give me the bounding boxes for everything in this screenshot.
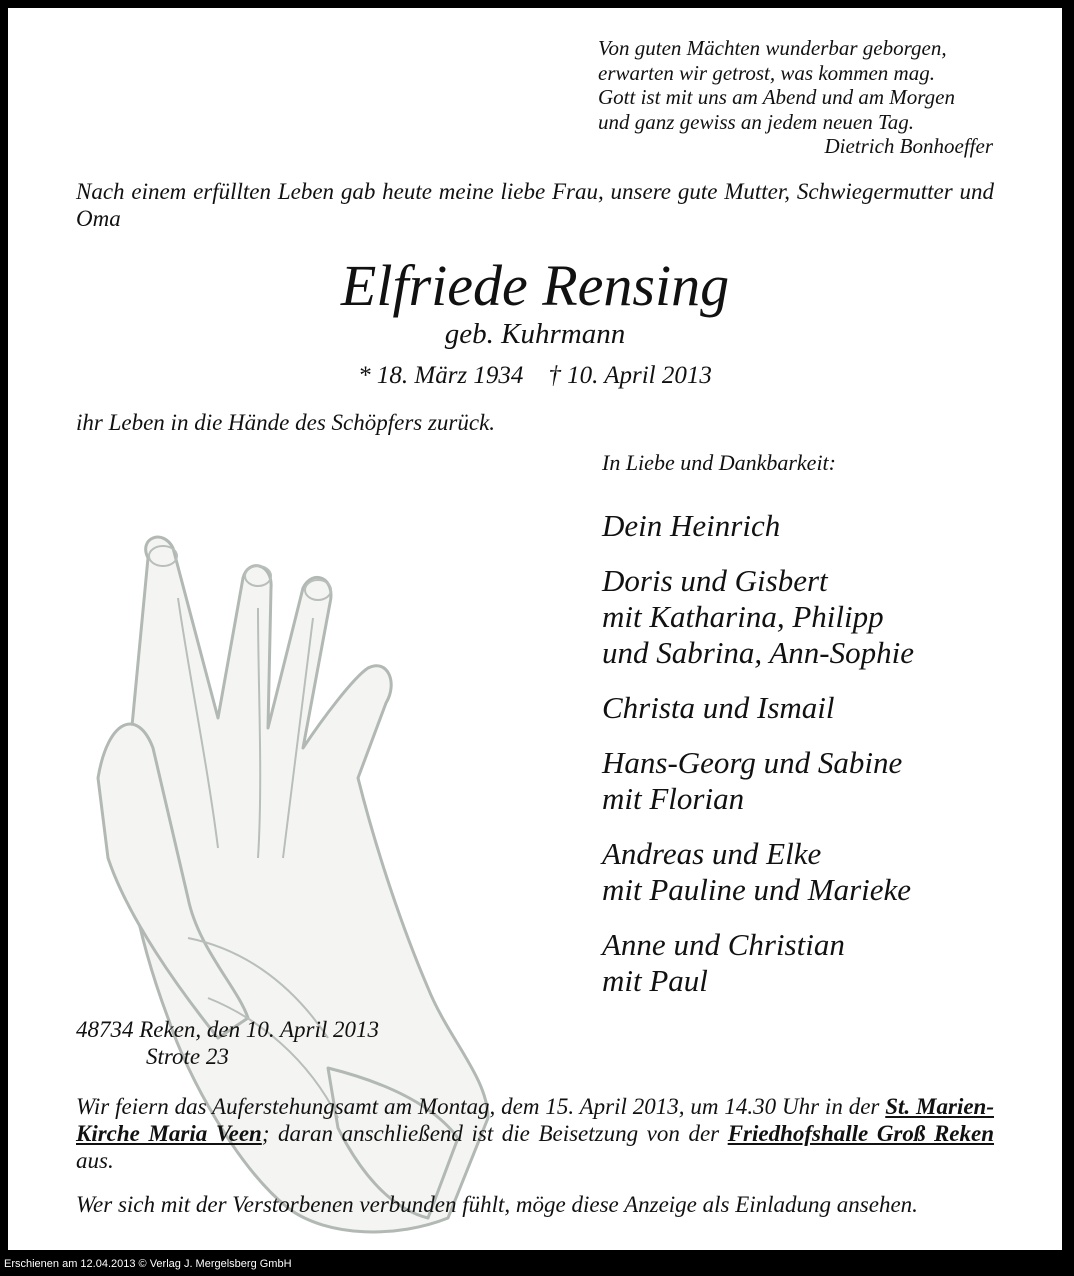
- family-line: Andreas und Elke: [602, 836, 822, 871]
- family-list: [602, 508, 914, 1018]
- family-group: [602, 508, 914, 544]
- deceased-name: Elfriede Rensing: [340, 253, 730, 318]
- family-group: [602, 836, 914, 908]
- family-line: Doris und Gisbert: [602, 563, 828, 598]
- thanks-line: In Liebe und Dankbarkeit:: [602, 450, 836, 475]
- obituary-card: [8, 8, 1062, 1250]
- invitation-text: Wer sich mit der Verstorbenen verbunden fühlt, möge diese Anzeige als Einladung ansehen.: [76, 1192, 918, 1217]
- bonhoeffer-quote: [598, 36, 993, 159]
- family-line: Christa und Ismail: [602, 690, 835, 725]
- family-line: mit Florian: [602, 781, 745, 816]
- city-date: 48734 Reken, den 10. April 2013: [76, 1017, 379, 1042]
- quote-author: Dietrich Bonhoeffer: [824, 134, 993, 158]
- return-text: ihr Leben in die Hände des Schöpfers zurück.: [76, 410, 496, 435]
- quote-line: Von guten Mächten wunderbar geborgen,: [598, 36, 947, 60]
- family-line: mit Paul: [602, 963, 708, 998]
- maiden-name: geb. Kuhrmann: [444, 318, 626, 350]
- family-line: Dein Heinrich: [602, 508, 781, 543]
- church-name: St. Marien-Kirche Maria Veen: [76, 1094, 994, 1146]
- family-group: [602, 563, 914, 671]
- intro-text: Nach einem erfüllten Leben gab heute meine liebe Frau, unsere gute Mutter, Schwiegermutter und Oma: [76, 179, 994, 231]
- service-text: Wir feiern das Auferstehungsamt am Montag, dem 15. April 2013, um 14.30 Uhr in der: [76, 1094, 886, 1119]
- quote-line: erwarten wir getrost, was kommen mag.: [598, 60, 935, 85]
- family-group: [602, 927, 914, 999]
- place-date: [76, 1016, 379, 1070]
- family-line: mit Pauline und Marieke: [602, 872, 912, 907]
- family-line: Hans-Georg und Sabine: [602, 745, 903, 780]
- street-address: Strote 23: [146, 1044, 229, 1069]
- service-announcement: [76, 1093, 994, 1174]
- family-group: [602, 745, 914, 817]
- publication-footer: Erschienen am 12.04.2013 © Verlag J. Mergelsberg GmbH: [4, 1258, 292, 1270]
- service-text: aus.: [76, 1148, 114, 1173]
- family-line: mit Katharina, Philipp: [602, 599, 884, 634]
- hall-name: Friedhofshalle Groß Reken: [727, 1121, 995, 1146]
- quote-line: Gott ist mit uns am Abend und am Morgen: [598, 85, 955, 109]
- service-text: ; daran anschließend ist die Beisetzung von der: [261, 1121, 728, 1146]
- life-dates: * 18. März 1934 † 10. April 2013: [358, 362, 712, 389]
- family-line: Anne und Christian: [602, 927, 845, 962]
- family-line: und Sabrina, Ann-Sophie: [602, 635, 914, 670]
- quote-line: und ganz gewiss an jedem neuen Tag.: [598, 109, 914, 134]
- family-group: [602, 690, 914, 726]
